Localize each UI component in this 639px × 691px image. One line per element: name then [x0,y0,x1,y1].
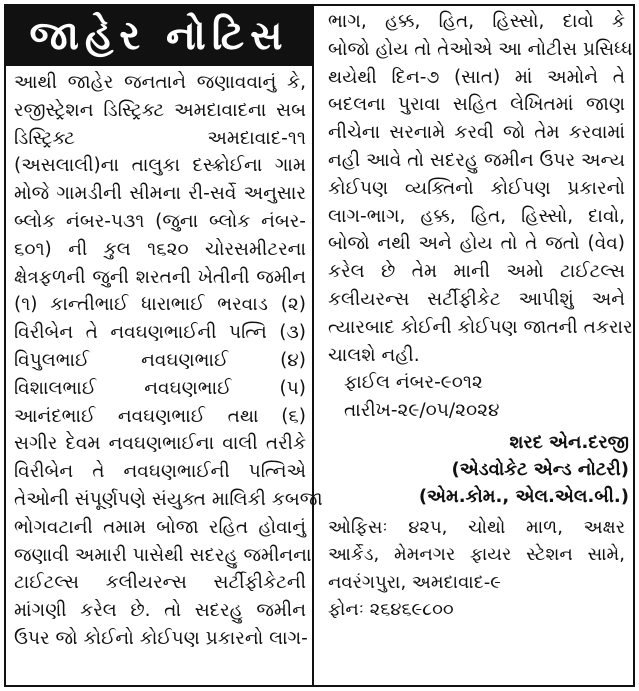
text-line: મોજે ગામડીની સીમના રી-સર્વે અનુસાર [14,183,306,205]
text-line: નીચેના સરનામે કરવી જો તેમ કરવામાં [328,122,625,144]
text-line: જણાવી અમારી પાસેથી સદરહુ જમીનના [14,544,312,566]
text-line: ભાગ, હક્ક, હિત, હિસ્સો, દાવો કે [328,11,625,32]
text-line: થયેથી દિન-૭ (સાત) માં અમોને તે [328,66,625,88]
office-address [314,510,633,624]
file-reference [314,369,633,425]
text-line: ચાલશે નહી. [328,344,420,366]
signatory-title: (એડવોકેટ એન્ડ નોટરી) [451,458,629,480]
text-line: કલીયરન્સ સર્ટીફીકેટ આપીશું અને [328,288,625,310]
text-line: ૬૦૧) ની કુલ ૧૬૨૦ ચોરસમીટરના [14,238,306,260]
text-line: (અસલાલી)ના તાલુકા દસ્ક્રોઈના ગામ [14,155,306,177]
text-line: ડિસ્ટ્રિક્ટ અમદાવાદ-૧૧ [14,127,306,149]
notice-left-column [4,4,323,687]
text-line: બોજો હોય તો તેઓએ આ નોટીસ પ્રસિધ્ધ [328,38,633,60]
text-line: નહી આવે તો સદરહુ જમીન ઉપર અન્ય [328,149,625,171]
text-line: ટાઈટલ્સ કલીયરન્સ સર્ટીફીકેટની [14,572,306,594]
text-line: વિરીબેન તે નવઘણભાઈની પત્નિએ [14,461,306,483]
notice-body-left [6,66,323,653]
text-line: બદલના પુરાવા સહિત લેખિતમાં જાણ [328,94,625,116]
signature-block [314,429,633,510]
text-line: આનંદભાઈ નવઘણભાઈ તથા (૬) [14,405,306,427]
address-line: નવરંગપુરા, અમદાવાદ-૯ [328,571,501,593]
text-line: કરેલ છે તેમ માની અમો ટાઈટલ્સ [328,261,625,283]
text-line: ક્ષેત્રફળની જુની શરતની ખેતીની જમીન [14,266,306,288]
text-line: આથી જાહેર જનતાને જણાવવાનું કે, [14,72,306,93]
address-line: ઓફિસઃ ૪૨પ, ચોથો માળ, અક્ષર [328,516,625,538]
phone-number: ફોનઃ ૨૬૪૬૯૮૦૦ [328,599,454,621]
text-line: વિશાલભાઈ નવઘણભાઈ (પ) [14,377,306,399]
signatory-degree: (એમ.કોમ., એલ.એલ.બી.) [418,485,629,507]
text-line: બોજો નથી અને હોય તો તે જતો (વેવ) [328,233,625,255]
text-line: તેઓની સંપૂર્ણપણે સંયુક્ત માલિકી કબજા [14,488,323,510]
signatory-name: શરદ એન.દરજી [509,431,629,453]
notice-right-column [312,4,635,687]
notice-body-right [314,6,633,369]
text-line: સગીર દેવમ નવઘણભાઈના વાલી તરીકે [14,433,306,455]
text-line: ત્યારબાદ કોઈની કોઈપણ જાતની તકરાર [328,316,633,338]
text-line: બ્લોક નંબર-પ૩૧ (જુના બ્લોક નંબર- [14,210,306,232]
text-line: રજીસ્ટ્રેશન ડિસ્ટ્રિક્ટ અમદાવાદના સબ [14,99,306,121]
address-line: આર્કેડ, મેમનગર ફાયર સ્ટેશન સામે, [328,544,625,566]
text-line: લાગ-ભાગ, હક્ક, હિત, હિસ્સો, દાવો, [328,205,625,227]
notice-date: તારીખ-૨૯/૦૫/૨૦૨૪ [344,400,500,422]
text-line: ઉપર જો કોઈનો કોઈપણ પ્રકારનો લાગ- [14,627,308,649]
text-line: વિરીબેન તે નવઘણભાઈની પત્નિ (૩) [14,322,306,344]
text-line: કોઈપણ વ્યક્તિનો કોઈપણ પ્રકારનો [328,177,625,199]
file-number: ફાઈલ નંબર-૯૦૧૨ [344,372,483,394]
text-line: ભોગવટાની તમામ બોજા રહિત હોવાનું [14,516,306,538]
text-line: (૧) કાન્તીભાઈ ધારાભાઈ ભરવાડ (૨) [14,294,306,316]
notice-heading: જાહેર નોટિસ [6,6,312,66]
text-line: વિપુલભાઈ નવઘણભાઈ (૪) [14,349,306,371]
text-line: માંગણી કરેલ છે. તો સદરહુ જમીન [14,600,306,622]
